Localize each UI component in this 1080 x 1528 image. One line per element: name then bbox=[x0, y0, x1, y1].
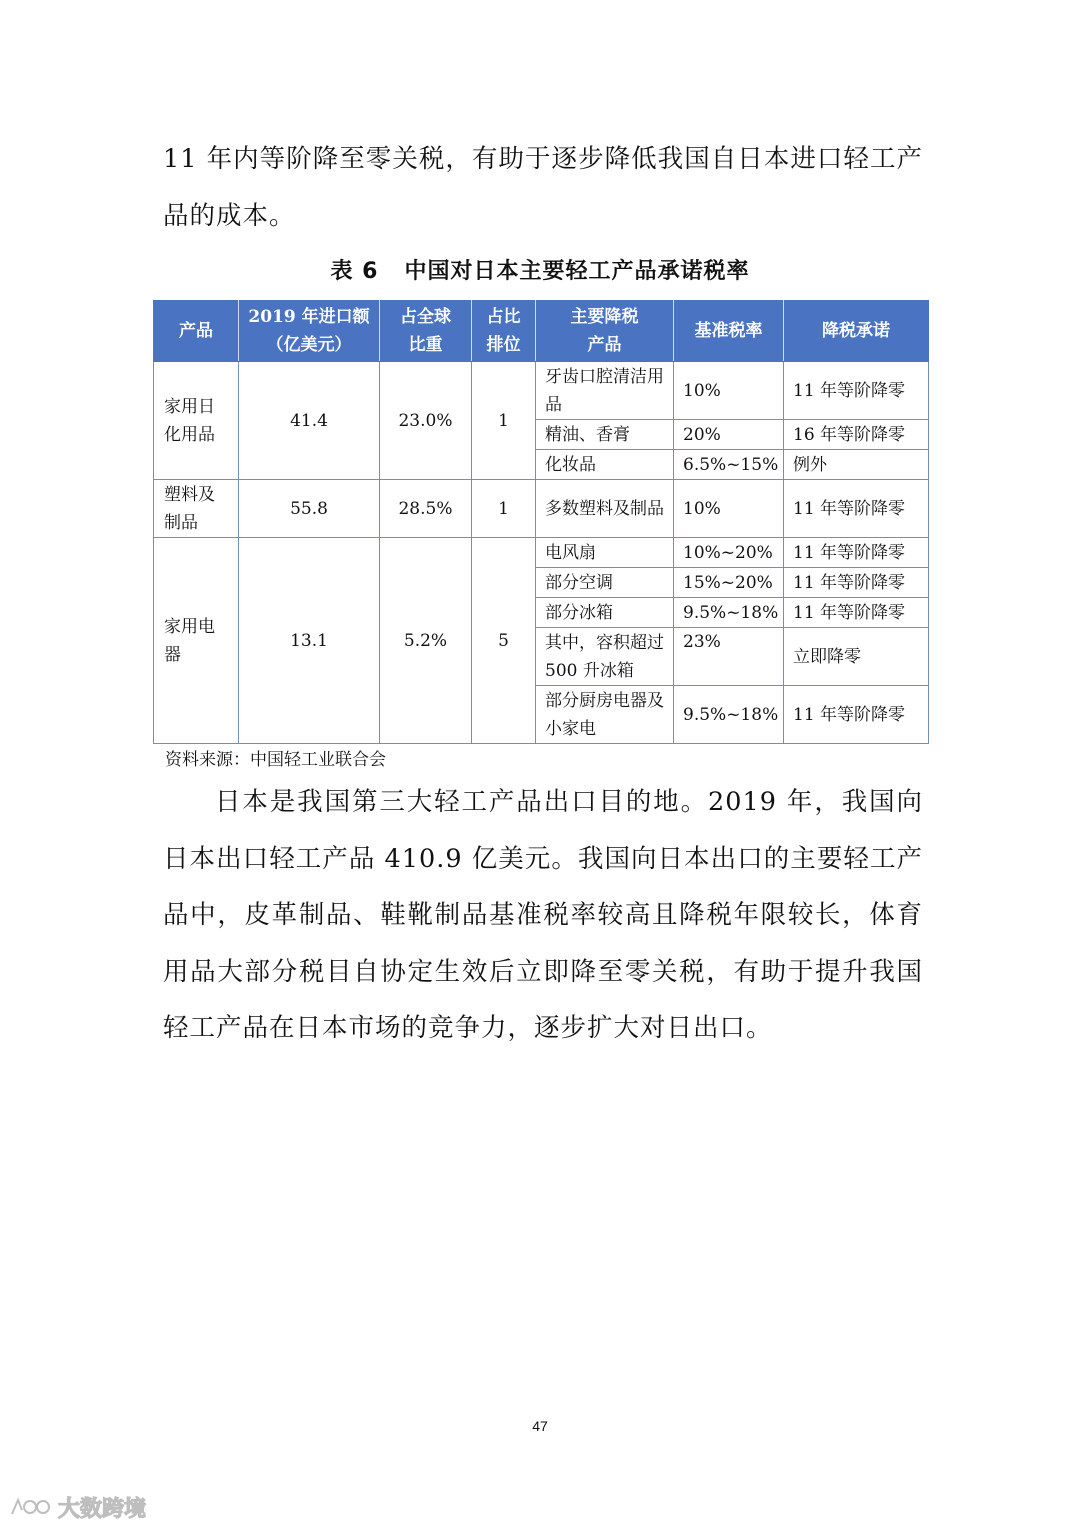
sub-product-cell: 精油、香膏 bbox=[536, 420, 674, 450]
rank-cell: 5 bbox=[472, 538, 536, 744]
base-rate-cell: 10% bbox=[674, 480, 784, 538]
header-share: 占全球 比重 bbox=[380, 301, 472, 362]
sub-product-cell: 电风扇 bbox=[536, 538, 674, 568]
import-cell: 13.1 bbox=[239, 538, 380, 744]
table-row bbox=[154, 480, 929, 538]
sub-product-cell: 其中，容积超过 500 升冰箱 bbox=[536, 628, 674, 686]
sub-product-cell: 化妆品 bbox=[536, 450, 674, 480]
share-cell: 5.2% bbox=[380, 538, 472, 744]
header-base-rate: 基准税率 bbox=[674, 301, 784, 362]
base-rate-cell: 6.5%~15% bbox=[674, 450, 784, 480]
watermark-logo-icon bbox=[8, 1494, 52, 1520]
product-cell: 家用日化用品 bbox=[154, 362, 239, 480]
tariff-table bbox=[153, 300, 929, 744]
header-rank: 占比 排位 bbox=[472, 301, 536, 362]
header-import: 2019 年进口额 （亿美元） bbox=[239, 301, 380, 362]
product-cell: 塑料及制品 bbox=[154, 480, 239, 538]
sub-product-cell: 多数塑料及制品 bbox=[536, 480, 674, 538]
base-rate-cell: 23% bbox=[674, 628, 784, 686]
commitment-cell: 11 年等阶降零 bbox=[784, 686, 929, 744]
body-paragraph-1: 11 年内等阶降至零关税，有助于逐步降低我国自日本进口轻工产品的成本。 bbox=[163, 144, 923, 231]
sub-product-cell: 部分厨房电器及小家电 bbox=[536, 686, 674, 744]
rank-cell: 1 bbox=[472, 362, 536, 480]
page-number: 47 bbox=[532, 1418, 548, 1434]
watermark-text: 大数跨境 bbox=[58, 1496, 147, 1522]
sub-product-cell: 部分空调 bbox=[536, 568, 674, 598]
header-sub-product: 主要降税 产品 bbox=[536, 301, 674, 362]
import-cell: 41.4 bbox=[239, 362, 380, 480]
header-commitment: 降税承诺 bbox=[784, 301, 929, 362]
import-cell: 55.8 bbox=[239, 480, 380, 538]
rank-cell: 1 bbox=[472, 480, 536, 538]
commitment-cell: 例外 bbox=[784, 450, 929, 480]
commitment-cell: 立即降零 bbox=[784, 628, 929, 686]
base-rate-cell: 10%~20% bbox=[674, 538, 784, 568]
table-caption bbox=[0, 254, 1080, 285]
table-caption-number: 表 6 bbox=[330, 259, 379, 284]
commitment-cell: 11 年等阶降零 bbox=[784, 598, 929, 628]
watermark bbox=[8, 1490, 146, 1524]
share-cell: 23.0% bbox=[380, 362, 472, 480]
body-paragraph-2: 日本是我国第三大轻工产品出口目的地。2019 年，我国向日本出口轻工产品 410.9 亿美元。我国向日本出口的主要轻工产品中，皮革制品、鞋靴制品基准税率较高且降税年限较长，体育用品大部分税目自协定生效后立即降至零关税，有助于提升我国轻工产品在日本市场的竞争力，逐步扩大对日出口。 bbox=[163, 787, 923, 1043]
commitment-cell: 11 年等阶降零 bbox=[784, 538, 929, 568]
commitment-cell: 11 年等阶降零 bbox=[784, 362, 929, 420]
table-row bbox=[154, 362, 929, 420]
base-rate-cell: 15%~20% bbox=[674, 568, 784, 598]
base-rate-cell: 9.5%~18% bbox=[674, 598, 784, 628]
commitment-cell: 11 年等阶降零 bbox=[784, 568, 929, 598]
sub-product-cell: 牙齿口腔清洁用品 bbox=[536, 362, 674, 420]
base-rate-cell: 20% bbox=[674, 420, 784, 450]
sub-product-cell: 部分冰箱 bbox=[536, 598, 674, 628]
header-product: 产品 bbox=[154, 301, 239, 362]
product-cell: 家用电器 bbox=[154, 538, 239, 744]
commitment-cell: 11 年等阶降零 bbox=[784, 480, 929, 538]
table-caption-title: 中国对日本主要轻工产品承诺税率 bbox=[404, 259, 750, 284]
table-header-row bbox=[154, 301, 929, 362]
base-rate-cell: 10% bbox=[674, 362, 784, 420]
table-row bbox=[154, 538, 929, 568]
base-rate-cell: 9.5%~18% bbox=[674, 686, 784, 744]
share-cell: 28.5% bbox=[380, 480, 472, 538]
commitment-cell: 16 年等阶降零 bbox=[784, 420, 929, 450]
table-source-note: 资料来源：中国轻工业联合会 bbox=[165, 750, 386, 770]
